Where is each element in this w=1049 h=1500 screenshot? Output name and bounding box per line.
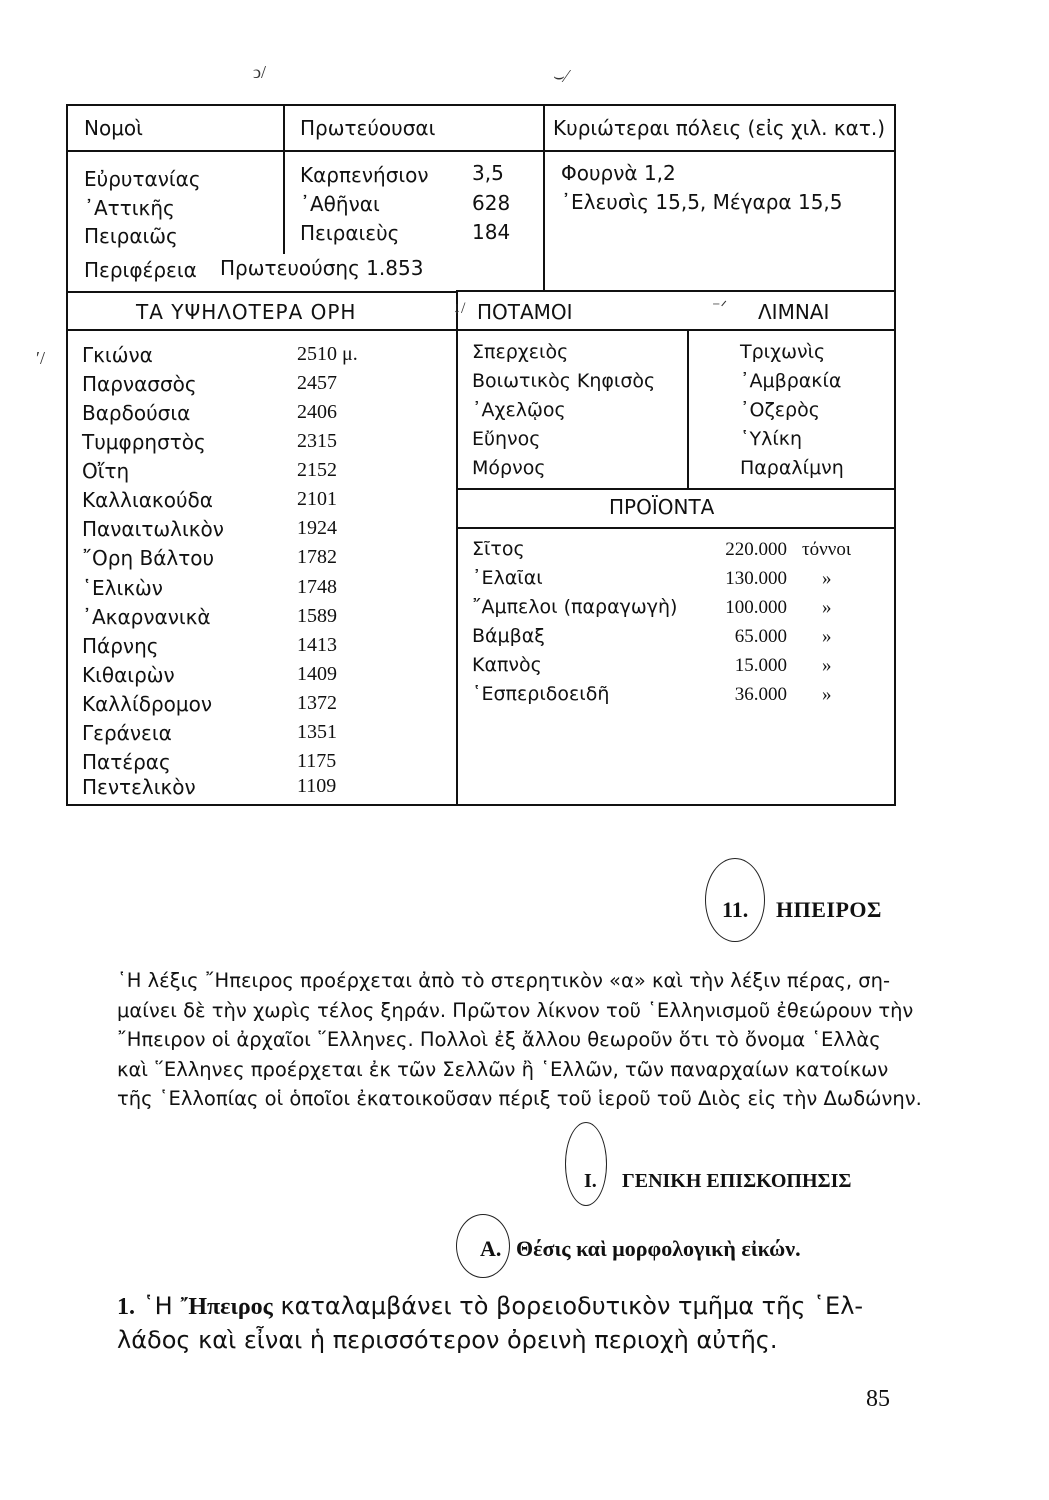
rivers-title: ΠΟΤΑΜΟΙ: [477, 300, 573, 324]
mountain-name: Παρνασσὸς: [82, 372, 197, 396]
product-quantity: 65.000: [734, 626, 787, 647]
intro-line: καὶ ῞Ελληνες προέρχεται ἐκ τῶν Σελλῶν ἢ ῾Ελλῶν, τῶν παναρχαίων κατοίκων: [117, 1057, 889, 1081]
lake-name: Παραλίμνη: [740, 457, 844, 479]
product-unit: »: [822, 684, 832, 705]
mountain-height: 2101: [297, 488, 337, 510]
lake-name: ᾿Οζερὸς: [740, 399, 820, 421]
mountain-name: Γκιώνα: [82, 343, 153, 367]
product-unit: »: [822, 568, 832, 589]
other-cities: Φουρνὰ 1,2: [561, 161, 676, 185]
mountain-name: Καλλιακούδα: [82, 488, 213, 512]
mountain-name: Γεράνεια: [82, 721, 172, 745]
product-unit: τόννοι: [802, 539, 851, 560]
subsubsection-title: Θέσις καὶ μορφολογικὴ εἰκών.: [516, 1236, 801, 1261]
product-name: Καπνὸς: [472, 654, 542, 676]
mountain-height: 1589: [297, 605, 337, 627]
mountain-height: 2315: [297, 430, 337, 452]
mountain-height: 2510 μ.: [297, 343, 358, 365]
pen-mark: ⌣⁄: [553, 66, 568, 86]
river-name: Σπερχειὸς: [472, 341, 569, 363]
product-quantity: 36.000: [734, 684, 787, 705]
periphery-value: Πρωτευούσης 1.853: [220, 256, 424, 280]
mountain-name: ῎Ορη Βάλτου: [82, 546, 215, 570]
mountain-height: 2457: [297, 372, 337, 394]
pen-mark: ⁻ᐟ: [712, 299, 728, 316]
capital-pop: 628: [472, 191, 511, 215]
lakes-title: ΛΙΜΝΑΙ: [758, 300, 830, 324]
paragraph-1-line-2: λάδος καὶ εἶναι ἡ περισσότερον ὀρεινὴ περιοχὴ αὐτῆς.: [117, 1326, 778, 1354]
paragraph-article: ῾Η: [142, 1292, 173, 1320]
capital-name: Καρπενήσιον: [300, 163, 429, 187]
mountain-name: ῾Ελικὼν: [82, 576, 163, 600]
product-name: ῎Αμπελοι (παραγωγὴ): [472, 596, 678, 618]
intro-line: μαίνει δὲ τὴν χωρὶς τέλος ξηράν. Πρῶτον λίκνον τοῦ ῾Ελληνισμοῦ ἐθεώρουν τὴν: [117, 998, 914, 1022]
product-name: ῾Εσπεριδοειδῆ: [472, 683, 610, 705]
capital-name: Πειραιεὺς: [300, 221, 400, 245]
river-name: Μόρνος: [472, 457, 546, 479]
product-name: Σῖτος: [472, 538, 525, 560]
intro-line: ῾Η λέξις ῎Ηπειρος προέρχεται ἀπὸ τὸ στερητικὸν «α» καὶ τὴν λέξιν πέρας, ση-: [117, 969, 891, 992]
capital-name: ᾿Αθῆναι: [300, 192, 380, 216]
product-unit: »: [822, 626, 832, 647]
mountain-height: 1175: [297, 750, 337, 772]
product-quantity: 100.000: [725, 597, 787, 618]
river-name: ᾿Αχελῷος: [472, 399, 566, 421]
subsection-number: Ι.: [584, 1170, 597, 1192]
mountain-name: Κιθαιρὼν: [82, 663, 175, 687]
lake-name: Τριχωνὶς: [740, 341, 826, 363]
nomos-name: ᾿Αττικῆς: [84, 196, 175, 220]
pen-mark: ′/: [36, 348, 45, 368]
mountain-name: Πεντελικὸν: [82, 775, 196, 799]
product-name: ᾿Ελαῖαι: [472, 567, 543, 589]
other-cities: ᾿Ελευσὶς 15,5, Μέγαρα 15,5: [561, 190, 843, 214]
mountain-height: 1748: [297, 576, 337, 598]
mountain-name: Πάρνης: [82, 634, 159, 658]
mountain-name: Τυμφρηστὸς: [82, 430, 206, 454]
paragraph-number: 1.: [117, 1294, 135, 1320]
paragraph-text: καταλαμβάνει τὸ βορειοδυτικὸν τμῆμα τῆς ῾Ελ-: [280, 1292, 864, 1320]
product-name: Βάμβαξ: [472, 625, 545, 647]
intro-line: τῆς ῾Ελλοπίας οἱ ὁποῖοι ἐκατοικοῦσαν πέριξ τοῦ ἱεροῦ τοῦ Διὸς εἰς τὴν Δωδώνην.: [117, 1087, 922, 1110]
capital-pop: 184: [472, 220, 511, 244]
header-nomoi: Νομοὶ: [84, 116, 143, 140]
subsection-title: ΓΕΝΙΚΗ ΕΠΙΣΚΟΠΗΣΙΣ: [622, 1170, 852, 1192]
paragraph-1-line-1: [117, 1292, 863, 1321]
mountain-name: Παναιτωλικὸν: [82, 517, 224, 541]
capital-pop: 3,5: [472, 161, 504, 185]
lake-name: ῾Υλίκη: [740, 428, 803, 450]
mountain-height: 1413: [297, 634, 337, 656]
product-quantity: 15.000: [734, 655, 787, 676]
mountain-height: 2406: [297, 401, 337, 423]
mountain-height: 1782: [297, 546, 337, 568]
product-unit: »: [822, 655, 832, 676]
mountain-name: Βαρδούσια: [82, 401, 191, 425]
mountain-name: ᾿Ακαρνανικὰ: [82, 605, 211, 629]
mountain-height: 2152: [297, 459, 337, 481]
product-unit: »: [822, 597, 832, 618]
intro-line: ῎Ηπειρον οἱ ἀρχαῖοι ῞Ελληνες. Πολλοὶ ἐξ ἄλλου θεωροῦν ὅτι τὸ ὄνομα ῾Ελλὰς: [117, 1028, 881, 1051]
lake-name: ᾿Αμβρακία: [740, 370, 842, 392]
paragraph-bold-term: ῎Ηπειρος: [180, 1294, 273, 1320]
header-capitals: Πρωτεύουσαι: [300, 116, 436, 140]
mountain-height: 1351: [297, 721, 337, 743]
mountain-height: 1109: [297, 775, 337, 797]
product-quantity: 130.000: [725, 568, 787, 589]
product-quantity: 220.000: [725, 539, 787, 560]
section-number: 11.: [722, 897, 749, 922]
section-title: ΗΠΕΙΡΟΣ: [776, 897, 882, 922]
mountain-name: Πατέρας: [82, 750, 171, 774]
river-name: Βοιωτικὸς Κηφισὸς: [472, 370, 656, 392]
nomos-name: Εὐρυτανίας: [84, 167, 201, 191]
mountain-name: Οἴτη: [82, 459, 130, 483]
pen-mark: ↓/: [453, 300, 466, 317]
mountain-name: Καλλίδρομον: [82, 692, 213, 716]
mountain-height: 1372: [297, 692, 337, 714]
river-name: Εὔηνος: [472, 428, 541, 450]
mountain-height: 1409: [297, 663, 337, 685]
mountain-height: 1924: [297, 517, 337, 539]
page-number: 85: [866, 1386, 890, 1412]
products-title: ΠΡΟΪΟΝΤΑ: [609, 495, 715, 519]
intro-paragraph: [117, 966, 922, 1114]
subsubsection-number: Α.: [480, 1236, 502, 1261]
mountains-title: ΤΑ ΥΨΗΛΟΤΕΡΑ ΟΡΗ: [136, 300, 357, 324]
header-main-cities: Κυριώτεραι πόλεις (εἰς χιλ. κατ.): [553, 116, 886, 140]
periphery-label: Περιφέρεια: [84, 258, 197, 282]
pen-mark: ↄ/: [253, 62, 266, 82]
hand-drawn-circle: [565, 1122, 607, 1206]
nomos-name: Πειραιῶς: [84, 224, 178, 248]
